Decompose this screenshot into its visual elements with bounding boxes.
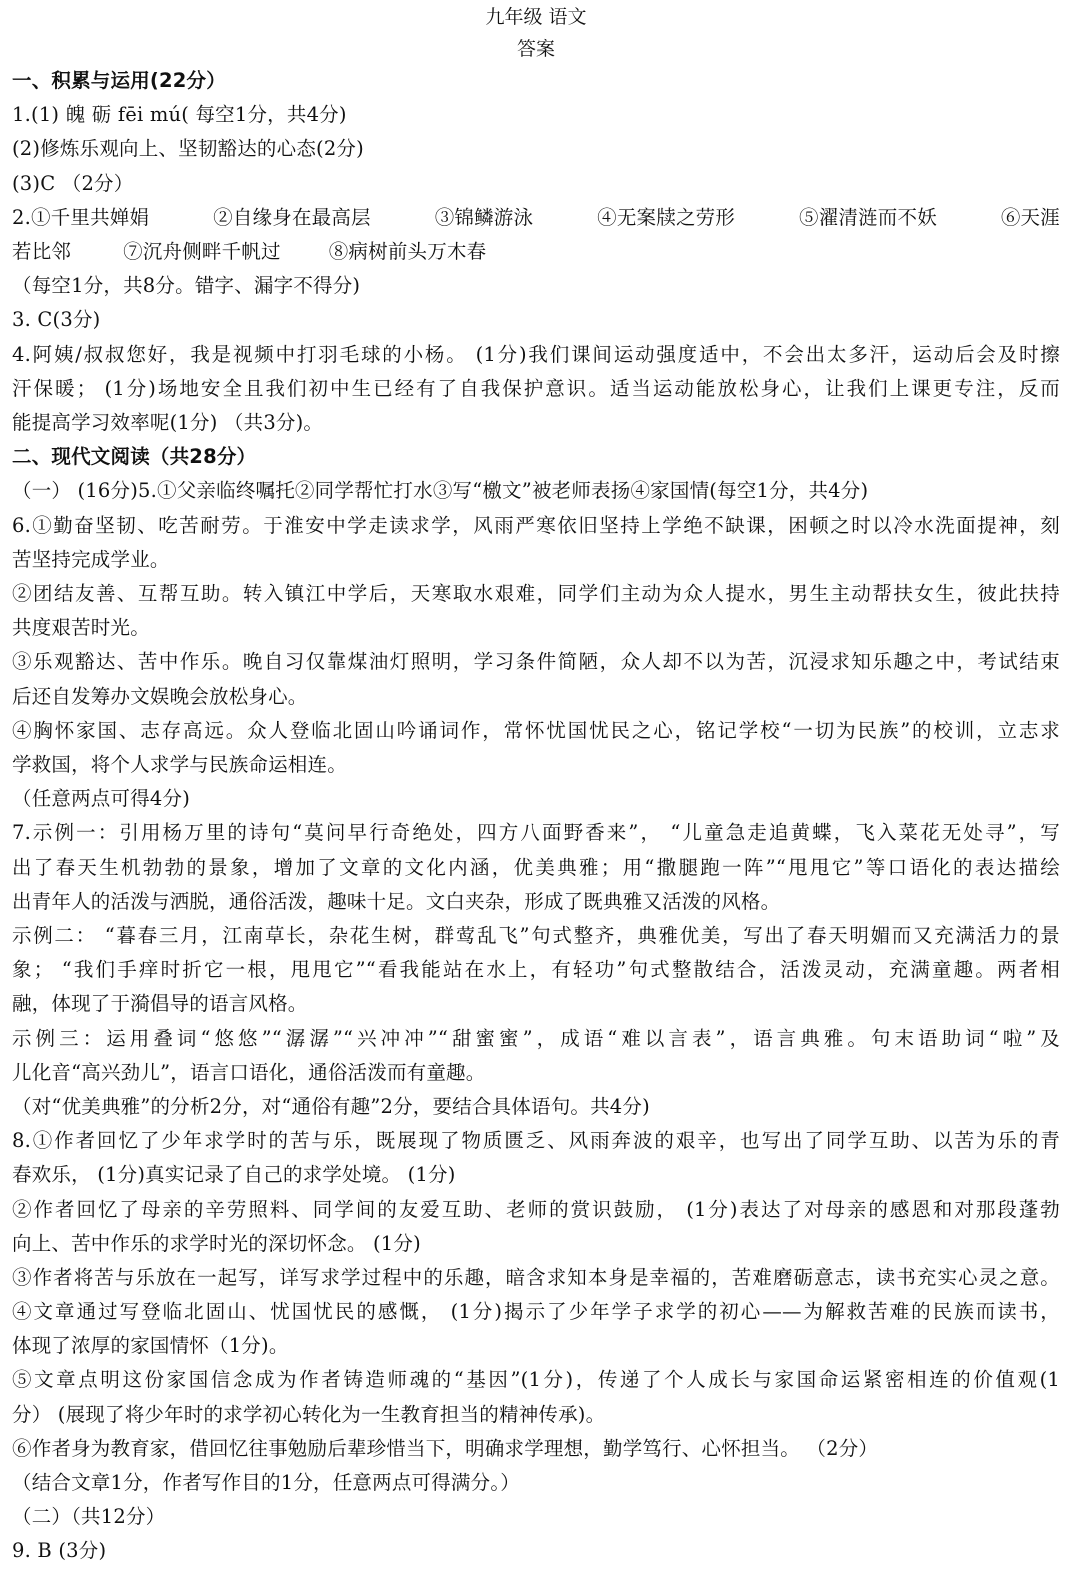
answer-text: 苦坚持完成学业。 [12, 547, 170, 571]
answer-line [12, 782, 1060, 816]
answer-text: 4.阿姨/叔叔您好，我是视频中打羽毛球的小杨。 (1分)我们课间运动强度适中，不会出太多汗，运动后会及时擦 [12, 342, 1060, 366]
answer-line [12, 132, 1060, 166]
answer-line [12, 1432, 1060, 1466]
answer-text: 后还自发筹办文娱晚会放松身心。 [12, 684, 308, 708]
answer-line [12, 269, 1060, 303]
answer-line [12, 1227, 1060, 1261]
section-heading [12, 440, 1060, 474]
answer-text: 象； “我们手痒时折它一根，甩甩它”“看我能站在水上，有轻功”句式整散结合，活泼灵动，充满童趣。两者相 [12, 958, 1060, 982]
answer-text: (3)C （2分） [12, 171, 134, 195]
answer-text: （对“优美典雅”的分析2分，对“通俗有趣”2分，要结合具体语句。共4分) [12, 1094, 650, 1118]
answer-text: 3. C(3分) [12, 308, 101, 332]
answer-text: 二、现代文阅读（共28分） [12, 445, 257, 469]
answer-line [12, 406, 1060, 440]
answer-segment: 2.①千里共婵娟 [12, 205, 150, 229]
document-subtitle: 答案 [516, 38, 555, 60]
answer-text: （任意两点可得4分) [12, 787, 191, 811]
answer-line [12, 1500, 1060, 1534]
answer-text: ⑥作者身为教育家，借回忆往事勉励后辈珍惜当下，明确求学理想，勤学笃行、心怀担当。 （2分） [12, 1436, 879, 1460]
answer-text: ②作者回忆了母亲的辛劳照料、同学间的友爱互助、老师的赏识鼓励， (1分)表达了对母亲的感恩和对那段蓬勃 [12, 1197, 1060, 1221]
answer-text: 一、积累与运用(22分） [12, 69, 226, 92]
answer-text: 融，体现了于漪倡导的语言风格。 [12, 992, 308, 1016]
answer-line [12, 680, 1060, 714]
answer-line [12, 1124, 1060, 1158]
answer-line [12, 509, 1060, 543]
answer-text: 9. B (3分) [12, 1539, 107, 1563]
answer-line [12, 474, 1060, 508]
answer-line [12, 1022, 1060, 1056]
answer-text: 分） (展现了将少年时的求学初心转化为一生教育担当的精神传承)。 [12, 1402, 606, 1426]
answer-segment: ④无案牍之劳形 [597, 205, 736, 229]
answer-text: （结合文章1分，作者写作目的1分，任意两点可得满分。） [12, 1471, 520, 1495]
answer-line [12, 1295, 1060, 1329]
answer-content [12, 64, 1060, 1569]
answer-text: 春欢乐， (1分)真实记录了自己的求学处境。 (1分) [12, 1163, 456, 1187]
answer-segment: ⑦沉舟侧畔千帆过 [123, 240, 281, 264]
document-title: 九年级 语文 [485, 6, 587, 28]
answer-line [12, 611, 1060, 645]
answer-line [12, 1329, 1060, 1363]
answer-text: ③作者将苦与乐放在一起写，详写求学过程中的乐趣，暗含求知本身是幸福的，苦难磨砺意志，读书充实心灵之意。 [12, 1265, 1060, 1289]
section-heading [12, 64, 1060, 98]
answer-line [12, 1193, 1060, 1227]
answer-line [12, 953, 1060, 987]
answer-text: 8.①作者回忆了少年求学时的苦与乐，既展现了物质匮乏、风雨奔波的艰辛，也写出了同学互助、以苦为乐的青 [12, 1129, 1060, 1153]
answer-line [12, 919, 1060, 953]
answer-line [12, 1466, 1060, 1500]
answer-text: 6.①勤奋坚韧、吃苦耐劳。于淮安中学走读求学，风雨严寒依旧坚持上学绝不缺课，困顿之时以冷水洗面提神，刻 [12, 513, 1060, 537]
answer-segment: ③锦鳞游泳 [434, 205, 534, 229]
answer-line [12, 1398, 1060, 1432]
answer-text: ④胸怀家国、志存高远。众人登临北固山吟诵词作，常怀忧国忧民之心，铭记学校“一切为民族”的校训，立志求 [12, 718, 1060, 742]
answer-text: 7.示例一：引用杨万里的诗句“莫问早行奇绝处，四方八面野香来”， “儿童急走追黄蝶，飞入菜花无处寻”，写 [12, 821, 1060, 845]
answer-segment: ⑥天涯 [1000, 205, 1060, 229]
answer-text: 出了春天生机勃勃的景象，增加了文章的文化内涵，优美典雅；用“撒腿跑一阵”“甩甩它”等口语化的表达描绘 [12, 855, 1060, 879]
answer-segment: 若比邻 [12, 240, 72, 264]
answer-text: 共度艰苦时光。 [12, 616, 150, 640]
answer-text: （一） (16分)5.①父亲临终嘱托②同学帮忙打水③写“檄文”被老师表扬④家国情(每空1分，共4分) [12, 479, 869, 503]
answer-line [12, 372, 1060, 406]
answer-line [12, 235, 1060, 269]
answer-text: ③乐观豁达、苦中作乐。晚自习仅靠煤油灯照明，学习条件简陋，众人却不以为苦，沉浸求知乐趣之中，考试结束 [12, 650, 1060, 674]
answer-line [12, 167, 1060, 201]
answer-segment: ⑤濯清涟而不妖 [799, 205, 937, 229]
answer-line [12, 577, 1060, 611]
answer-text: 儿化音“高兴劲儿”，语言口语化，通俗活泼而有童趣。 [12, 1060, 486, 1084]
answer-line [12, 1261, 1060, 1295]
answer-text: (2)修炼乐观向上、坚韧豁达的心态(2分) [12, 137, 364, 161]
answer-text: 学救国，将个人求学与民族命运相连。 [12, 752, 347, 776]
answer-line [12, 543, 1060, 577]
answer-text: 1.(1) 魄 砺 fēi mú( 每空1分，共4分) [12, 103, 347, 127]
answer-line [12, 1363, 1060, 1397]
answer-line [12, 645, 1060, 679]
answer-segment: ②自缘身在最高层 [213, 205, 371, 229]
answer-text: 能提高学习效率呢(1分) （共3分)。 [12, 411, 324, 434]
answer-line [12, 303, 1060, 337]
answer-text: ④文章通过写登临北固山、忧国忧民的感慨， (1分)揭示了少年学子求学的初心——为解救苦难的民族而读书， [12, 1300, 1060, 1324]
answer-line [12, 851, 1060, 885]
answer-line [12, 338, 1060, 372]
answer-segment: ⑧病树前头万木春 [328, 240, 487, 264]
answer-line [12, 885, 1060, 919]
answer-line [12, 1534, 1060, 1568]
answer-line [12, 1090, 1060, 1124]
answer-line [12, 1158, 1060, 1192]
answer-text: 示例二： “暮春三月，江南草长，杂花生树，群莺乱飞”句式整齐，典雅优美，写出了春天明媚而又充满活力的景 [12, 923, 1060, 947]
answer-line [12, 816, 1060, 850]
answer-line [12, 1056, 1060, 1090]
answer-line [12, 748, 1060, 782]
answer-line [12, 201, 1060, 235]
answer-text: ⑤文章点明这份家国信念成为作者铸造师魂的“基因”(1分)，传递了个人成长与家国命运紧密相连的价值观(1 [12, 1368, 1060, 1392]
answer-text: （二）（共12分） [12, 1505, 166, 1529]
answer-text: 汗保暖； (1分)场地安全且我们初中生已经有了自我保护意识。适当运动能放松身心，让我们上课更专注，反而 [12, 376, 1060, 400]
answer-line [12, 714, 1060, 748]
answer-line [12, 98, 1060, 132]
answer-text: 体现了浓厚的家国情怀（1分)。 [12, 1334, 289, 1358]
answer-text: ②团结友善、互帮互助。转入镇江中学后，天寒取水艰难，同学们主动为众人提水，男生主动帮扶女生，彼此扶持 [12, 582, 1060, 605]
answer-line [12, 987, 1060, 1021]
answer-text: 向上、苦中作乐的求学时光的深切怀念。 (1分) [12, 1231, 421, 1255]
answer-text: （每空1分，共8分。错字、漏字不得分) [12, 274, 361, 298]
document-header [12, 0, 1060, 64]
answer-text: 示例三：运用叠词“悠悠”“潺潺”“兴冲冲”“甜蜜蜜”，成语“难以言表”，语言典雅。句末语助词“啦”及 [12, 1026, 1060, 1050]
answer-text: 出青年人的活泼与洒脱，通俗活泼，趣味十足。文白夹杂，形成了既典雅又活泼的风格。 [12, 889, 781, 913]
